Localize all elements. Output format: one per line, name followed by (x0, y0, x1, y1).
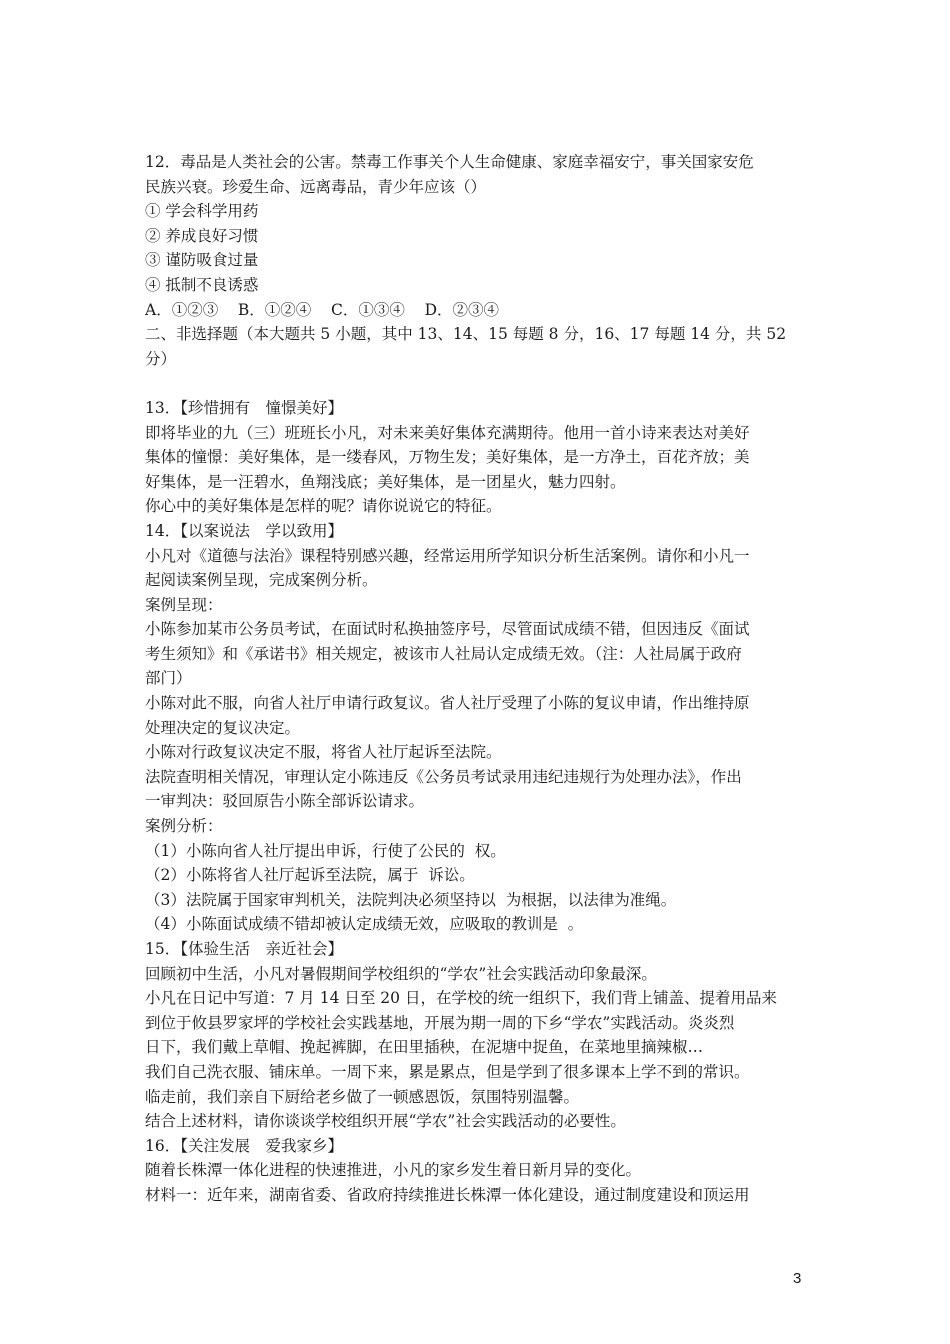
q14-body-line: 小凡对《道德与法治》课程特别感兴趣，经常运用所学知识分析生活案例。请你和小凡一 (145, 546, 750, 565)
section2-heading-line-2: 分） (145, 349, 177, 368)
q15-body-line: 临走前，我们亲自下厨给老乡做了一顿感恩饭，氛围特别温馨。 (145, 1087, 580, 1106)
q14-subquestion-2: （2）小陈将省人社厅起诉至法院，属于 诉讼。 (145, 866, 475, 885)
q13-title: 13．【珍惜拥有 憧憬美好】 (145, 398, 343, 417)
q15-body-line: 到位于攸县罗家坪的学校社会实践基地，开展为期一周的下乡“学农”实践活动。炎炎烈 (145, 1013, 735, 1032)
q12-option-2: ② 养成良好习惯 (145, 226, 259, 245)
q14-body-line: 部门） (145, 669, 192, 688)
q12-choices: A．①②③ B．①②④ C．①③④ D．②③④ (145, 300, 499, 319)
q14-body-line: 起阅读案例呈现，完成案例分析。 (145, 571, 378, 590)
q14-body-line: 小陈对行政复议决定不服，将省人社厅起诉至法院。 (145, 743, 502, 762)
q14-body-line: 小陈对此不服，向省人社厅申请行政复议。省人社厅受理了小陈的复议申请，作出维持原 (145, 694, 750, 713)
q12-option-1: ① 学会科学用药 (145, 202, 259, 221)
q14-body-line: 小陈参加某市公务员考试，在面试时私换抽签序号，尽管面试成绩不错，但因违反《面试 (145, 620, 750, 639)
q15-body-line: 结合上述材料，请你谈谈学校组织开展“学农”社会实践活动的必要性。 (145, 1112, 626, 1131)
section2-heading-line-1: 二、非选择题（本大题共 5 小题，其中 13、14、15 每题 8 分，16、17 每题 14 分，共 52 (145, 325, 787, 344)
q14-case-heading: 案例呈现： (145, 595, 223, 614)
q13-body-line: 你心中的美好集体是怎样的呢？请你说说它的特征。 (145, 497, 502, 516)
q12-stem-line-2: 民族兴衰。珍爱生命、远离毒品，青少年应该（） (145, 177, 487, 196)
document-body (145, 150, 810, 1208)
q14-subquestion-4: （4）小陈面试成绩不错却被认定成绩无效，应吸取的教训是 。 (145, 915, 584, 934)
q16-body-line: 随着长株潭一体化进程的快速推进，小凡的家乡发生着日新月异的变化。 (145, 1161, 642, 1180)
q14-analysis-heading: 案例分析： (145, 817, 223, 836)
q12-option-3: ③ 谨防吸食过量 (145, 251, 259, 270)
q14-body-line: 处理决定的复议决定。 (145, 718, 301, 737)
q14-subquestion-1: （1）小陈向省人社厅提出申诉，行使了公民的 权。 (145, 841, 506, 860)
page-number: 3 (793, 1270, 802, 1287)
q14-body-line: 一审判决：驳回原告小陈全部诉讼请求。 (145, 792, 425, 811)
q14-title: 14．【以案说法 学以致用】 (145, 521, 343, 540)
q15-title: 15．【体验生活 亲近社会】 (145, 940, 343, 958)
spacer (145, 371, 810, 396)
q12-option-4: ④ 抵制不良诱惑 (145, 275, 259, 294)
q16-body-line: 材料一：近年来，湖南省委、省政府持续推进长株潭一体化建设，通过制度建设和顶运用 (145, 1185, 750, 1204)
q13-body-line: 即将毕业的九（三）班班长小凡，对未来美好集体充满期待。他用一首小诗来表达对美好 (145, 423, 750, 442)
q16-title: 16．【关注发展 爱我家乡】 (145, 1136, 343, 1155)
q15-body-line: 回顾初中生活，小凡对暑假期间学校组织的“学农”社会实践活动印象最深。 (145, 964, 657, 983)
q14-body-line: 法院查明相关情况，审理认定小陈违反《公务员考试录用违纪违规行为处理办法》，作出 (145, 767, 742, 786)
q14-body-line: 考生须知》和《承诺书》相关规定，被该市人社局认定成绩无效。（注：人社局属于政府 (145, 644, 742, 663)
q12-stem-line-1: 12．毒品是人类社会的公害。禁毒工作事关个人生命健康、家庭幸福安宁，事关国家安危 (145, 153, 754, 171)
q15-body-line: 我们自己洗衣服、铺床单。一周下来，累是累点，但是学到了很多课本上学不到的常识。 (145, 1062, 750, 1081)
q15-body-line: 日下，我们戴上草帽、挽起裤脚，在田里插秧，在泥塘中捉鱼，在菜地里摘辣椒… (145, 1038, 704, 1057)
q13-body-line: 集体的憧憬：美好集体，是一缕春风，万物生发；美好集体，是一方净土，百花齐放；美 (145, 448, 750, 467)
q14-subquestion-3: （3）法院属于国家审判机关，法院判决必须坚持以 为根据，以法律为准绳。 (145, 890, 677, 909)
q15-body-line: 小凡在日记中写道：7 月 14 日至 20 日，在学校的统一组织下，我们背上铺盖、提着用品来 (145, 989, 777, 1008)
q13-body-line: 好集体，是一汪碧水，鱼翔浅底；美好集体，是一团星火，魅力四射。 (145, 472, 626, 491)
